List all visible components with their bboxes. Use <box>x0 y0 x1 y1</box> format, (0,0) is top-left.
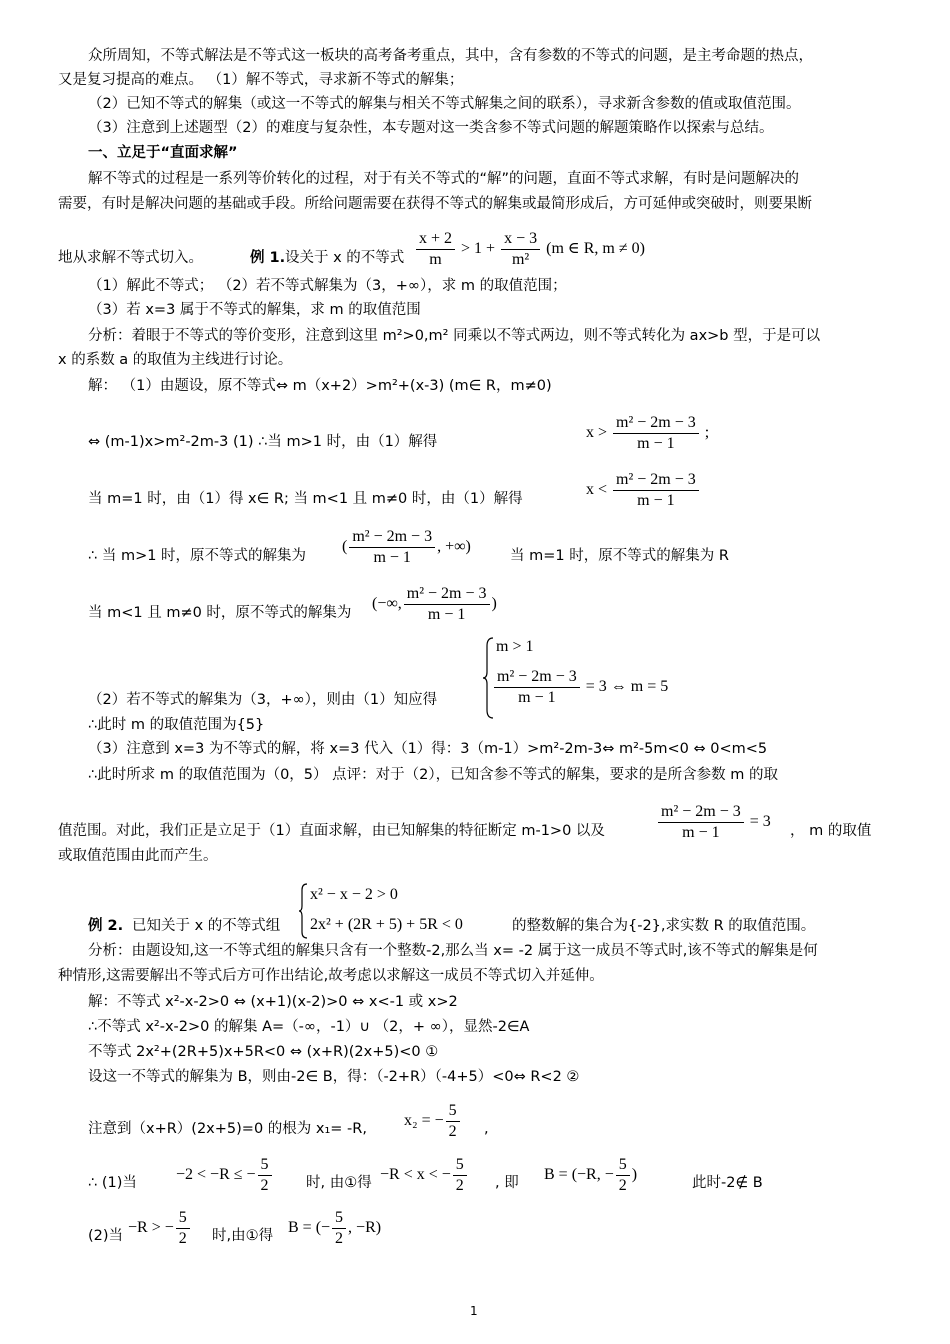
text-line: 分析：由题设知,这一不等式组的解集只含有一个整数-2,那么当 x= -2 属于这一成员不等式时,该不等式的解集是何 <box>88 943 818 959</box>
solution-set-m-gt-1: ( $\frac{\text{m² − 2m − 3}}{m - 1}$ , +∞) <box>342 528 471 566</box>
text-line: （2）已知不等式的解集（或这一不等式的解集与相关不等式解集之间的联系），寻求新含参数的值或取值范围。 <box>88 96 801 112</box>
system-m-equals-5 <box>482 636 702 720</box>
text-line: x 的系数 a 的取值为主线进行讨论。 <box>58 352 293 368</box>
text-line: 地从求解不等式切入。 <box>58 250 203 266</box>
text-line: 值范围。对此，我们正是立足于（1）直面求解，由已知解集的特征断定 m-1>0 以及 <box>58 823 605 839</box>
text-line: 已知关于 x 的不等式组 <box>132 918 281 934</box>
text-line: （3）注意到上述题型（2）的难度与复杂性，本专题对这一类含参不等式问题的解题策略作以探索与总结。 <box>88 120 774 136</box>
text-line: 设关于 x 的不等式 <box>285 250 405 266</box>
text-line: , <box>484 1121 489 1137</box>
text-line: 的整数解的集合为{-2},求实数 R 的取值范围。 <box>512 918 816 934</box>
section-heading: 例 2. <box>88 918 124 934</box>
fraction-equals-3: $\frac{\text{m² − 2m − 3}}{m - 1}$ = 3 <box>656 803 771 842</box>
text-line: 时, 由①得 <box>306 1175 372 1191</box>
text-line: 当 m=1 时，由（1）得 x∈ R; 当 m<1 且 m≠0 时，由（1）解得 <box>88 491 523 507</box>
text-line: （3）注意到 x=3 为不等式的解，将 x=3 代入（1）得：3（m-1）>m²-2m-3⇔ m²-5m<0 ⇔ 0<m<5 <box>88 741 768 757</box>
section-heading: 例 1. <box>250 250 286 266</box>
text-line: 解：不等式 x²-x-2>0 ⇔ (x+1)(x-2)>0 ⇔ x<-1 或 x>2 <box>88 994 458 1010</box>
text-line: 种情形,这需要解出不等式后方可作出结论,故考虑以求解这一成员不等式切入并延伸。 <box>58 968 604 984</box>
text-line: ⇔ (m-1)x>m²-2m-3 (1) ∴当 m>1 时，由（1）解得 <box>88 434 438 450</box>
system-row-2: 2x² + (2R + 5) + 5R < 0 <box>310 916 463 933</box>
text-line: ∴不等式 x²-x-2>0 的解集 A=（-∞，-1）∪ （2，+ ∞），显然-2∈A <box>88 1019 530 1035</box>
text-line: 又是复习提高的难点。 （1）解不等式，寻求新不等式的解集； <box>58 72 464 88</box>
text-line: 众所周知，不等式解法是不等式这一板块的高考备考重点，其中，含有参数的不等式的问题，是主考命题的热点， <box>88 48 813 64</box>
text-line: 当 m=1 时，原不等式的解集为 R <box>510 548 729 564</box>
solution-m-lt-1: x < $\frac{\text{m² − 2m − 3}}{m - 1}$ <box>586 471 701 510</box>
system-example-2 <box>298 882 518 940</box>
system-row-1: m > 1 <box>496 638 534 655</box>
solution-set-m-lt-1: (−∞, $\frac{\text{m² − 2m − 3}}{m - 1}$ ) <box>372 585 497 623</box>
solution-m-gt-1: x > $\frac{\text{m² − 2m − 3}}{m - 1}$ ; <box>586 414 710 452</box>
section-heading: 一、立足于“直面求解” <box>88 145 238 161</box>
text-line: 时,由①得 <box>212 1228 274 1244</box>
text-line: 或取值范围由此而产生。 <box>58 848 218 864</box>
text-line: （2）若不等式的解集为（3，+∞），则由（1）知应得 <box>88 692 438 708</box>
left-brace-icon <box>298 882 308 940</box>
text-line: , 即 <box>495 1175 519 1191</box>
text-line: ， m 的取值 <box>790 823 872 839</box>
text-line: 当 m<1 且 m≠0 时，原不等式的解集为 <box>88 605 352 621</box>
text-line: (2)当 <box>88 1228 124 1244</box>
text-line: 设这一不等式的解集为 B，则由-2∈ B，得：（-2+R）（-4+5）<0⇔ R<2 ② <box>88 1069 580 1085</box>
page-number: 1 <box>470 1304 478 1318</box>
root-x2: x₂ = − $\frac{5}{2}$ <box>404 1102 462 1141</box>
text-line: ∴此时 m 的取值范围为{5} <box>88 717 265 733</box>
text-line: 此时-2∉ B <box>692 1175 763 1191</box>
case2-set-B: B = (− $\frac{5}{2}$ , −R) <box>288 1209 382 1247</box>
ex1-inequality: $\frac{x + 2}{m}$ > 1 + $\frac{x - 3}{\text{m²}}$ (m ∈ R, m ≠ 0) <box>414 230 645 269</box>
text-line: 不等式 2x²+(2R+5)x+5R<0 ⇔ (x+R)(2x+5)<0 ① <box>88 1044 439 1060</box>
text-line: （1）解此不等式； （2）若不等式解集为（3，+∞），求 m 的取值范围； <box>88 278 567 294</box>
text-line: ∴ (1)当 <box>88 1175 137 1191</box>
text-line: ∴此时所求 m 的取值范围为（0，5） 点评：对于（2），已知含参不等式的解集，要求的是所含参数 m 的取 <box>88 767 778 783</box>
case1-condition: −2 < −R ≤ − $\frac{5}{2}$ <box>176 1156 274 1195</box>
text-line: 分析：着眼于不等式的等价变形，注意到这里 m²>0,m² 同乘以不等式两边，则不等式转化为 ax>b 型，于是可以 <box>88 328 821 344</box>
system-row-2: $\frac{\text{m² − 2m − 3}}{m - 1}$ = 3 ⇔ m = 5 <box>492 668 668 707</box>
text-line: 解： （1）由题设，原不等式⇔ m（x+2）>m²+(x-3) (m∈ R，m≠0) <box>88 378 552 394</box>
system-row-1: x² − x − 2 > 0 <box>310 886 398 903</box>
text-line: 需要，有时是解决问题的基础或手段。所给问题需要在获得不等式的解集或最简形成后，方可延伸或突破时，则要果断 <box>58 196 812 212</box>
case2-condition: −R > − $\frac{5}{2}$ <box>128 1209 192 1248</box>
text-line: ∴ 当 m>1 时，原不等式的解集为 <box>88 548 307 564</box>
text-line: （3）若 x=3 属于不等式的解集，求 m 的取值范围 <box>88 302 421 318</box>
text-line: 注意到（x+R）(2x+5)=0 的根为 x₁= -R, <box>88 1121 367 1137</box>
text-line: 解不等式的过程是一系列等价转化的过程，对于有关不等式的“解”的问题，直面不等式求解，有时是问题解决的 <box>88 171 800 187</box>
case1-set-B: B = (−R, − $\frac{5}{2}$ ) <box>544 1156 638 1194</box>
case1-solution: −R < x < − $\frac{5}{2}$ <box>380 1156 469 1195</box>
